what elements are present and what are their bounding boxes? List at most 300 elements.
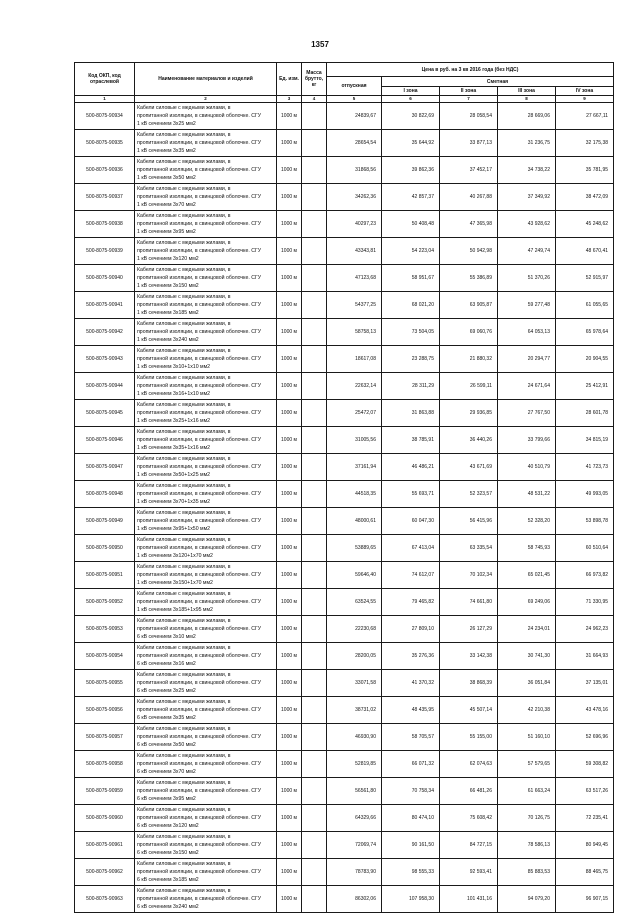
header-zone-3: III зона: [498, 87, 556, 96]
mass-cell: [302, 724, 327, 751]
zone-4-price: 27 667,11: [556, 103, 614, 130]
zone-2-price: 29 936,85: [440, 400, 498, 427]
unit-cell: 1000 м: [277, 130, 302, 157]
column-number: 4: [302, 96, 327, 103]
zone-2-price: 75 608,42: [440, 805, 498, 832]
mass-cell: [302, 643, 327, 670]
product-name-line: Кабели силовые с медными жилами, в: [137, 132, 231, 138]
product-name-line: пропитанной изоляции, в свинцовой оболочке. СГУ: [137, 437, 262, 443]
mass-cell: [302, 859, 327, 886]
zone-2-price: 74 661,80: [440, 589, 498, 616]
table-body: [75, 103, 614, 913]
zone-2-price: 56 415,96: [440, 508, 498, 535]
release-price: 34262,36: [327, 184, 382, 211]
product-name: [135, 184, 277, 211]
table-row: [75, 832, 614, 859]
product-name-line: 6 кВ сечением 3х95 мм2: [137, 796, 196, 802]
product-code: 500-8075-90958: [75, 751, 135, 778]
product-code: 500-8075-90940: [75, 265, 135, 292]
product-name-line: 1 кВ сечением 3х50+1х25 мм2: [137, 472, 211, 478]
zone-4-price: 31 664,93: [556, 643, 614, 670]
product-name-line: Кабели силовые с медными жилами, в: [137, 807, 231, 813]
header-name: Наименование материалов и изделий: [135, 63, 277, 96]
mass-cell: [302, 427, 327, 454]
unit-cell: 1000 м: [277, 400, 302, 427]
unit-cell: 1000 м: [277, 211, 302, 238]
table-row: [75, 319, 614, 346]
product-name: [135, 751, 277, 778]
table-row: [75, 346, 614, 373]
product-name-line: Кабели силовые с медными жилами, в: [137, 186, 231, 192]
zone-3-price: 24 234,01: [498, 616, 556, 643]
product-name-line: 1 кВ сечением 3х25+1х16 мм2: [137, 418, 211, 424]
zone-2-price: 70 102,34: [440, 562, 498, 589]
product-code: 500-8075-90956: [75, 697, 135, 724]
zone-1-price: 79 465,82: [382, 589, 440, 616]
product-name-line: Кабели силовые с медными жилами, в: [137, 402, 231, 408]
zone-3-price: 36 051,84: [498, 670, 556, 697]
product-name-line: Кабели силовые с медными жилами, в: [137, 159, 231, 165]
product-name-line: Кабели силовые с медными жилами, в: [137, 564, 231, 570]
product-name-line: Кабели силовые с медными жилами, в: [137, 834, 231, 840]
zone-2-price: 33 877,13: [440, 130, 498, 157]
zone-3-price: 78 586,13: [498, 832, 556, 859]
zone-4-price: 52 696,96: [556, 724, 614, 751]
zone-1-price: 42 857,37: [382, 184, 440, 211]
mass-cell: [302, 454, 327, 481]
header-zone-2: II зона: [440, 87, 498, 96]
product-name-line: пропитанной изоляции, в свинцовой оболочке. СГУ: [137, 707, 262, 713]
zone-2-price: 45 507,14: [440, 697, 498, 724]
product-name-line: пропитанной изоляции, в свинцовой оболочке. СГУ: [137, 167, 262, 173]
zone-4-price: 45 248,62: [556, 211, 614, 238]
product-name-line: Кабели силовые с медными жилами, в: [137, 429, 231, 435]
zone-4-price: 53 898,78: [556, 508, 614, 535]
unit-cell: 1000 м: [277, 346, 302, 373]
product-name-line: 6 кВ сечением 3х185 мм2: [137, 877, 199, 883]
unit-cell: 1000 м: [277, 373, 302, 400]
product-code: 500-8075-90949: [75, 508, 135, 535]
product-name-line: Кабели силовые с медными жилами, в: [137, 213, 231, 219]
unit-cell: 1000 м: [277, 751, 302, 778]
product-name: [135, 481, 277, 508]
zone-4-price: 41 723,73: [556, 454, 614, 481]
table-row: [75, 184, 614, 211]
product-name-line: 1 кВ сечением 3х120+1х70 мм2: [137, 553, 213, 559]
product-name-line: 1 кВ сечением 3х10+1х10 мм2: [137, 364, 211, 370]
zone-2-price: 55 155,00: [440, 724, 498, 751]
product-name-line: 1 кВ сечением 3х120 мм2: [137, 256, 199, 262]
zone-3-price: 64 053,13: [498, 319, 556, 346]
release-price: 33071,58: [327, 670, 382, 697]
table-row: [75, 751, 614, 778]
zone-3-price: 69 249,06: [498, 589, 556, 616]
zone-2-price: 69 060,76: [440, 319, 498, 346]
table-row: [75, 670, 614, 697]
product-code: 500-8075-90947: [75, 454, 135, 481]
product-name: [135, 670, 277, 697]
zone-3-price: 37 349,92: [498, 184, 556, 211]
release-price: 28200,05: [327, 643, 382, 670]
product-name: [135, 643, 277, 670]
header-price-group: Цена в руб. на 3 кв 2016 года (без НДС): [327, 63, 614, 77]
release-price: 52819,85: [327, 751, 382, 778]
column-number: 2: [135, 96, 277, 103]
product-name: [135, 832, 277, 859]
table-row: [75, 778, 614, 805]
mass-cell: [302, 184, 327, 211]
product-code: 500-8075-90941: [75, 292, 135, 319]
zone-3-price: 85 883,53: [498, 859, 556, 886]
zone-1-price: 74 612,07: [382, 562, 440, 589]
mass-cell: [302, 265, 327, 292]
unit-cell: 1000 м: [277, 805, 302, 832]
release-price: 25472,07: [327, 400, 382, 427]
release-price: 22632,14: [327, 373, 382, 400]
product-code: 500-8075-90955: [75, 670, 135, 697]
unit-cell: 1000 м: [277, 103, 302, 130]
zone-2-price: 84 727,15: [440, 832, 498, 859]
unit-cell: 1000 м: [277, 670, 302, 697]
column-number-row: [75, 96, 614, 103]
mass-cell: [302, 346, 327, 373]
unit-cell: 1000 м: [277, 859, 302, 886]
table-row: [75, 265, 614, 292]
zone-3-price: 34 738,22: [498, 157, 556, 184]
product-name-line: Кабели силовые с медными жилами, в: [137, 645, 231, 651]
product-name-line: 1 кВ сечением 3х70 мм2: [137, 202, 196, 208]
product-code: 500-8075-90952: [75, 589, 135, 616]
product-name: [135, 589, 277, 616]
product-name: [135, 346, 277, 373]
zone-1-price: 70 758,34: [382, 778, 440, 805]
zone-2-price: 21 880,32: [440, 346, 498, 373]
zone-4-price: 72 235,41: [556, 805, 614, 832]
product-name-line: пропитанной изоляции, в свинцовой оболочке. СГУ: [137, 302, 262, 308]
product-code: 500-8075-90950: [75, 535, 135, 562]
product-name-line: пропитанной изоляции, в свинцовой оболочке. СГУ: [137, 761, 262, 767]
mass-cell: [302, 319, 327, 346]
zone-4-price: 34 815,19: [556, 427, 614, 454]
product-name-line: пропитанной изоляции, в свинцовой оболочке. СГУ: [137, 788, 262, 794]
zone-1-price: 90 161,50: [382, 832, 440, 859]
column-number: 7: [440, 96, 498, 103]
column-number: 1: [75, 96, 135, 103]
product-name: [135, 238, 277, 265]
unit-cell: 1000 м: [277, 265, 302, 292]
product-name-line: пропитанной изоляции, в свинцовой оболочке. СГУ: [137, 248, 262, 254]
header-unit: Ед. изм.: [277, 63, 302, 96]
release-price: 28654,54: [327, 130, 382, 157]
product-name-line: 1 кВ сечением 3х16+1х10 мм2: [137, 391, 211, 397]
unit-cell: 1000 м: [277, 427, 302, 454]
product-name-line: 1 кВ сечением 3х70+1х35 мм2: [137, 499, 211, 505]
release-price: 63524,55: [327, 589, 382, 616]
zone-3-price: 40 510,79: [498, 454, 556, 481]
zone-4-price: 35 781,95: [556, 157, 614, 184]
release-price: 58758,13: [327, 319, 382, 346]
mass-cell: [302, 616, 327, 643]
release-price: 48000,61: [327, 508, 382, 535]
unit-cell: 1000 м: [277, 157, 302, 184]
zone-2-price: 63 335,54: [440, 535, 498, 562]
zone-3-price: 65 021,45: [498, 562, 556, 589]
product-name-line: пропитанной изоляции, в свинцовой оболочке. СГУ: [137, 599, 262, 605]
zone-4-price: 66 973,82: [556, 562, 614, 589]
zone-1-price: 30 822,69: [382, 103, 440, 130]
column-number: 8: [498, 96, 556, 103]
product-name-line: 1 кВ сечением 3х35 мм2: [137, 148, 196, 154]
product-name: [135, 400, 277, 427]
zone-3-price: 48 531,22: [498, 481, 556, 508]
zone-4-price: 32 175,38: [556, 130, 614, 157]
product-name-line: Кабели силовые с медными жилами, в: [137, 510, 231, 516]
mass-cell: [302, 481, 327, 508]
release-price: 38731,02: [327, 697, 382, 724]
product-name-line: пропитанной изоляции, в свинцовой оболочке. СГУ: [137, 491, 262, 497]
product-name-line: 6 кВ сечением 3х120 мм2: [137, 823, 199, 829]
product-name-line: 6 кВ сечением 3х25 мм2: [137, 688, 196, 694]
mass-cell: [302, 697, 327, 724]
mass-cell: [302, 589, 327, 616]
product-name-line: Кабели силовые с медными жилами, в: [137, 861, 231, 867]
mass-cell: [302, 751, 327, 778]
zone-2-price: 26 127,29: [440, 616, 498, 643]
zone-3-price: 30 741,30: [498, 643, 556, 670]
zone-3-price: 51 370,26: [498, 265, 556, 292]
zone-1-price: 58 951,67: [382, 265, 440, 292]
product-name-line: пропитанной изоляции, в свинцовой оболочке. СГУ: [137, 221, 262, 227]
zone-1-price: 46 486,21: [382, 454, 440, 481]
table-row: [75, 481, 614, 508]
product-name: [135, 805, 277, 832]
zone-2-price: 92 593,41: [440, 859, 498, 886]
zone-3-price: 47 249,74: [498, 238, 556, 265]
zone-2-price: 63 905,87: [440, 292, 498, 319]
product-name: [135, 427, 277, 454]
header-release-price: отпускная: [327, 77, 382, 96]
mass-cell: [302, 157, 327, 184]
product-code: 500-8075-90953: [75, 616, 135, 643]
zone-3-price: 51 160,10: [498, 724, 556, 751]
unit-cell: 1000 м: [277, 886, 302, 913]
product-code: 500-8075-90939: [75, 238, 135, 265]
unit-cell: 1000 м: [277, 562, 302, 589]
product-name-line: 1 кВ сечением 3х185+1х95 мм2: [137, 607, 213, 613]
product-name: [135, 211, 277, 238]
product-name-line: пропитанной изоляции, в свинцовой оболочке. СГУ: [137, 626, 262, 632]
product-code: 500-8075-90937: [75, 184, 135, 211]
mass-cell: [302, 211, 327, 238]
table-row: [75, 157, 614, 184]
product-code: 500-8075-90948: [75, 481, 135, 508]
unit-cell: 1000 м: [277, 292, 302, 319]
zone-4-price: 37 135,01: [556, 670, 614, 697]
zone-4-price: 80 949,45: [556, 832, 614, 859]
table-row: [75, 130, 614, 157]
mass-cell: [302, 535, 327, 562]
product-code: 500-8075-90942: [75, 319, 135, 346]
product-code: 500-8075-90963: [75, 886, 135, 913]
unit-cell: 1000 м: [277, 724, 302, 751]
table-row: [75, 427, 614, 454]
release-price: 37161,94: [327, 454, 382, 481]
zone-3-price: 20 294,77: [498, 346, 556, 373]
mass-cell: [302, 805, 327, 832]
product-name-line: пропитанной изоляции, в свинцовой оболочке. СГУ: [137, 653, 262, 659]
product-code: 500-8075-90954: [75, 643, 135, 670]
zone-1-price: 31 863,88: [382, 400, 440, 427]
product-name-line: пропитанной изоляции, в свинцовой оболочке. СГУ: [137, 464, 262, 470]
release-price: 31868,56: [327, 157, 382, 184]
release-price: 40297,23: [327, 211, 382, 238]
release-price: 53889,65: [327, 535, 382, 562]
product-name: [135, 859, 277, 886]
product-name-line: Кабели силовые с медными жилами, в: [137, 888, 231, 894]
zone-1-price: 60 047,30: [382, 508, 440, 535]
product-name-line: Кабели силовые с медными жилами, в: [137, 348, 231, 354]
table-row: [75, 454, 614, 481]
product-name-line: 1 кВ сечением 3х150 мм2: [137, 283, 199, 289]
product-name-line: 6 кВ сечением 3х50 мм2: [137, 742, 196, 748]
zone-1-price: 98 555,33: [382, 859, 440, 886]
zone-1-price: 23 288,75: [382, 346, 440, 373]
page-number: 1357: [311, 40, 329, 49]
product-name: [135, 697, 277, 724]
product-name: [135, 157, 277, 184]
zone-4-price: 28 601,78: [556, 400, 614, 427]
unit-cell: 1000 м: [277, 832, 302, 859]
zone-2-price: 43 671,69: [440, 454, 498, 481]
mass-cell: [302, 238, 327, 265]
product-name-line: Кабели силовые с медными жилами, в: [137, 726, 231, 732]
product-name-line: 6 кВ сечением 3х10 мм2: [137, 634, 196, 640]
product-name-line: 6 кВ сечением 3х16 мм2: [137, 661, 196, 667]
unit-cell: 1000 м: [277, 319, 302, 346]
product-code: 500-8075-90935: [75, 130, 135, 157]
mass-cell: [302, 130, 327, 157]
table-row: [75, 400, 614, 427]
zone-3-price: 27 767,50: [498, 400, 556, 427]
zone-4-price: 71 330,95: [556, 589, 614, 616]
header-zone-4: IV зона: [556, 87, 614, 96]
product-name-line: 1 кВ сечением 3х185 мм2: [137, 310, 199, 316]
zone-1-price: 67 413,04: [382, 535, 440, 562]
product-name-line: 1 кВ сечением 3х50 мм2: [137, 175, 196, 181]
zone-3-price: 57 579,65: [498, 751, 556, 778]
product-name-line: Кабели силовые с медными жилами, в: [137, 537, 231, 543]
zone-4-price: 24 962,23: [556, 616, 614, 643]
column-number: 6: [382, 96, 440, 103]
zone-3-price: 59 277,48: [498, 292, 556, 319]
product-name-line: 1 кВ сечением 3х35+1х16 мм2: [137, 445, 211, 451]
zone-2-price: 28 058,54: [440, 103, 498, 130]
unit-cell: 1000 м: [277, 454, 302, 481]
unit-cell: 1000 м: [277, 778, 302, 805]
mass-cell: [302, 832, 327, 859]
zone-2-price: 33 142,38: [440, 643, 498, 670]
product-name: [135, 724, 277, 751]
zone-1-price: 50 408,48: [382, 211, 440, 238]
product-name-line: 6 кВ сечением 3х70 мм2: [137, 769, 196, 775]
product-name: [135, 535, 277, 562]
zone-1-price: 41 370,32: [382, 670, 440, 697]
zone-4-price: 43 478,16: [556, 697, 614, 724]
table-row: [75, 292, 614, 319]
zone-3-price: 70 126,75: [498, 805, 556, 832]
zone-2-price: 26 599,11: [440, 373, 498, 400]
mass-cell: [302, 373, 327, 400]
table-row: [75, 805, 614, 832]
product-name-line: 1 кВ сечением 3х95+1х50 мм2: [137, 526, 211, 532]
product-name-line: Кабели силовые с медными жилами, в: [137, 294, 231, 300]
zone-2-price: 38 868,39: [440, 670, 498, 697]
table-row: [75, 886, 614, 913]
header-mass: Масса брутто, кг: [302, 63, 327, 96]
table-row: [75, 616, 614, 643]
product-name-line: 6 кВ сечением 3х35 мм2: [137, 715, 196, 721]
unit-cell: 1000 м: [277, 508, 302, 535]
zone-3-price: 61 663,24: [498, 778, 556, 805]
product-name-line: пропитанной изоляции, в свинцовой оболочке. СГУ: [137, 734, 262, 740]
product-name-line: пропитанной изоляции, в свинцовой оболочке. СГУ: [137, 140, 262, 146]
zone-1-price: 54 223,04: [382, 238, 440, 265]
product-name-line: пропитанной изоляции, в свинцовой оболочке. СГУ: [137, 572, 262, 578]
zone-2-price: 52 323,57: [440, 481, 498, 508]
product-name-line: пропитанной изоляции, в свинцовой оболочке. СГУ: [137, 896, 262, 902]
zone-4-price: 88 465,75: [556, 859, 614, 886]
product-name-line: пропитанной изоляции, в свинцовой оболочке. СГУ: [137, 194, 262, 200]
zone-4-price: 49 993,05: [556, 481, 614, 508]
product-code: 500-8075-90938: [75, 211, 135, 238]
unit-cell: 1000 м: [277, 238, 302, 265]
product-name-line: Кабели силовые с медными жилами, в: [137, 699, 231, 705]
product-name: [135, 373, 277, 400]
zone-4-price: 63 517,26: [556, 778, 614, 805]
product-name-line: Кабели силовые с медными жилами, в: [137, 591, 231, 597]
product-name: [135, 616, 277, 643]
release-price: 72069,74: [327, 832, 382, 859]
column-number: 9: [556, 96, 614, 103]
release-price: 86302,06: [327, 886, 382, 913]
zone-4-price: 96 907,15: [556, 886, 614, 913]
product-name: [135, 265, 277, 292]
zone-1-price: 35 644,92: [382, 130, 440, 157]
product-code: 500-8075-90961: [75, 832, 135, 859]
product-name-line: 6 кВ сечением 3х240 мм2: [137, 904, 199, 910]
product-name-line: Кабели силовые с медными жилами, в: [137, 240, 231, 246]
unit-cell: 1000 м: [277, 697, 302, 724]
product-name-line: Кабели силовые с медными жилами, в: [137, 780, 231, 786]
product-name-line: пропитанной изоляции, в свинцовой оболочке. СГУ: [137, 410, 262, 416]
product-code: 500-8075-90944: [75, 373, 135, 400]
product-code: 500-8075-90936: [75, 157, 135, 184]
product-name-line: пропитанной изоляции, в свинцовой оболочке. СГУ: [137, 329, 262, 335]
product-name-line: 1 кВ сечением 3х95 мм2: [137, 229, 196, 235]
header-estimate-price: Сметная: [382, 77, 614, 87]
header-zone-1: I зона: [382, 87, 440, 96]
mass-cell: [302, 103, 327, 130]
zone-4-price: 25 412,91: [556, 373, 614, 400]
product-name: [135, 292, 277, 319]
zone-3-price: 31 236,75: [498, 130, 556, 157]
release-price: 44518,35: [327, 481, 382, 508]
table-row: [75, 238, 614, 265]
zone-2-price: 66 481,26: [440, 778, 498, 805]
table-row: [75, 643, 614, 670]
release-price: 24839,67: [327, 103, 382, 130]
release-price: 64329,66: [327, 805, 382, 832]
